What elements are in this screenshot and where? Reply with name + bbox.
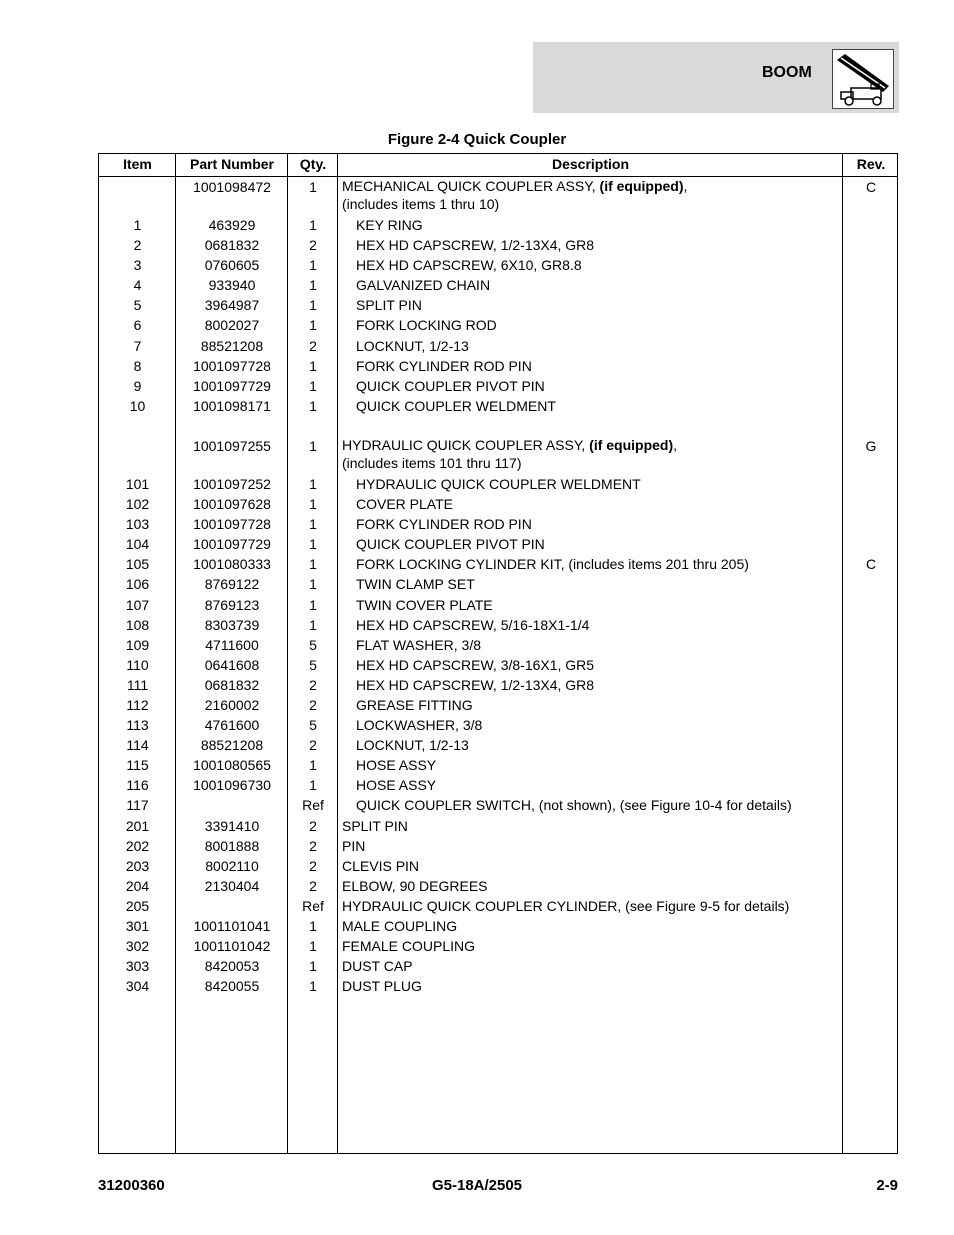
- part-number-cell: 4711600: [205, 636, 259, 653]
- figure-title: Figure 2-4 Quick Coupler: [387, 131, 567, 148]
- qty-cell: 1: [309, 536, 317, 553]
- qty-cell: 1: [309, 277, 317, 294]
- qty-cell: 1: [309, 496, 317, 513]
- item-cell: 303: [125, 958, 150, 975]
- table-row: [99, 936, 897, 956]
- table-row: [99, 574, 897, 594]
- boom-lift-icon: [832, 49, 894, 109]
- item-cell: 115: [126, 757, 149, 774]
- qty-cell: 2: [309, 817, 317, 834]
- description-cell: FLAT WASHER, 3/8: [356, 636, 481, 653]
- table-row: [99, 436, 897, 474]
- item-cell: 105: [125, 556, 150, 573]
- rev-cell: G: [865, 437, 877, 454]
- table-row: [99, 956, 897, 976]
- qty-cell: 5: [309, 717, 317, 734]
- description-cell: COVER PLATE: [356, 496, 453, 513]
- table-row: [99, 755, 897, 775]
- description-cell: CLEVIS PIN: [342, 857, 420, 874]
- qty-cell: 1: [309, 958, 317, 975]
- description-cell: MALE COUPLING: [342, 918, 458, 934]
- item-cell: 106: [125, 576, 150, 593]
- qty-cell: 1: [309, 397, 317, 414]
- qty-cell: 1: [309, 516, 317, 533]
- description-cell: GALVANIZED CHAIN: [356, 277, 491, 294]
- table-row: [99, 635, 897, 655]
- table-row: [99, 896, 897, 916]
- part-number-cell: 1001097729: [193, 536, 271, 553]
- part-number-cell: 8002110: [205, 857, 259, 874]
- qty-cell: 5: [309, 636, 317, 653]
- part-number-cell: 1001101041: [193, 918, 271, 934]
- item-cell: 104: [125, 536, 150, 553]
- part-number-cell: 3964987: [204, 297, 260, 314]
- part-number-cell: 933940: [208, 277, 256, 294]
- item-cell: 6: [133, 317, 142, 334]
- description-cell: [342, 177, 842, 213]
- description-cell: LOCKNUT, 1/2-13: [356, 337, 469, 354]
- part-number-cell: 3391410: [204, 817, 260, 834]
- table-row: [99, 376, 897, 396]
- table-row: [99, 315, 897, 335]
- footer-document-number: 31200360: [98, 1177, 165, 1194]
- table-row: [99, 856, 897, 876]
- table-row: [99, 474, 897, 494]
- table-row: [99, 976, 897, 996]
- item-cell: 117: [126, 797, 149, 814]
- description-cell: HEX HD CAPSCREW, 6X10, GR8.8: [356, 257, 582, 274]
- description-cell: HOSE ASSY: [356, 777, 437, 794]
- qty-cell: 2: [309, 857, 317, 874]
- description-cell: HYDRAULIC QUICK COUPLER WELDMENT: [356, 475, 641, 492]
- part-number-cell: 1001097728: [193, 516, 271, 533]
- item-cell: 5: [133, 297, 142, 314]
- qty-cell: 1: [309, 616, 317, 633]
- description-cell: HEX HD CAPSCREW, 3/8-16X1, GR5: [356, 656, 595, 673]
- part-number-cell: 1001098171: [193, 397, 271, 414]
- table-row: [99, 356, 897, 376]
- rev-cell: C: [865, 179, 877, 195]
- table-row: [99, 255, 897, 275]
- qty-cell: 2: [309, 337, 317, 354]
- qty-cell: 2: [309, 837, 317, 854]
- table-row: [99, 836, 897, 856]
- description-includes-note: (includes items 1 thru 10): [342, 196, 500, 212]
- part-number-cell: 1001080333: [193, 556, 271, 573]
- qty-cell: 1: [309, 297, 317, 314]
- table-row: [99, 396, 897, 416]
- description-cell: ELBOW, 90 DEGREES: [342, 877, 488, 894]
- description-cell: FORK LOCKING ROD: [356, 317, 497, 334]
- description-cell: GREASE FITTING: [356, 696, 473, 713]
- column-header-description: Description: [551, 156, 629, 172]
- description-cell: FEMALE COUPLING: [342, 938, 476, 955]
- item-cell: 101: [125, 475, 150, 492]
- description-cell: KEY RING: [356, 217, 423, 233]
- column-header-qty: Qty.: [299, 156, 327, 172]
- description-cell: HYDRAULIC QUICK COUPLER CYLINDER, (see Figure 9-5 for details): [342, 897, 790, 914]
- qty-cell: Ref: [302, 797, 324, 814]
- description-punctuation: ,: [683, 178, 688, 194]
- part-number-cell: 1001101042: [193, 938, 271, 955]
- qty-cell: Ref: [302, 897, 324, 914]
- part-number-cell: 8769123: [204, 596, 260, 613]
- part-number-cell: 1001097628: [193, 496, 271, 513]
- qty-cell: 1: [309, 777, 317, 794]
- part-number-cell: 1001097728: [193, 357, 271, 374]
- item-cell: 3: [133, 257, 142, 274]
- table-row: [99, 215, 897, 235]
- item-cell: 9: [133, 377, 142, 394]
- description-cell: DUST PLUG: [342, 978, 422, 995]
- table-row: [99, 695, 897, 715]
- qty-cell: 2: [309, 676, 317, 693]
- description-cell: QUICK COUPLER SWITCH, (not shown), (see Figure 10-4 for details): [356, 797, 792, 814]
- qty-cell: 5: [309, 656, 317, 673]
- part-number-cell: 1001097252: [193, 475, 271, 492]
- part-number-cell: 463929: [208, 217, 256, 233]
- qty-cell: 1: [309, 556, 317, 573]
- description-cell: LOCKWASHER, 3/8: [356, 717, 483, 734]
- qty-cell: 2: [309, 237, 317, 254]
- qty-cell: 1: [309, 757, 317, 774]
- part-number-cell: 0641608: [204, 656, 260, 673]
- footer-page-number: 2-9: [876, 1177, 898, 1194]
- if-equipped-note: (if equipped): [599, 178, 684, 194]
- column-header-part-number: Part Number: [189, 156, 275, 172]
- qty-cell: 1: [309, 475, 317, 492]
- table-row: [99, 275, 897, 295]
- section-title: BOOM: [762, 64, 812, 81]
- table-body: [99, 177, 897, 996]
- column-header-rev: Rev.: [856, 156, 886, 172]
- description-cell: QUICK COUPLER PIVOT PIN: [356, 377, 545, 394]
- part-number-cell: 1001097255: [193, 437, 271, 454]
- table-row: [99, 675, 897, 695]
- rev-cell: C: [865, 556, 877, 573]
- qty-cell: 2: [309, 737, 317, 754]
- table-row: [99, 735, 897, 755]
- description-cell: HOSE ASSY: [356, 757, 437, 774]
- item-cell: 205: [125, 897, 150, 914]
- part-number-cell: 2130404: [204, 877, 260, 894]
- item-cell: 2: [133, 237, 142, 254]
- part-number-cell: 1001097729: [193, 377, 271, 394]
- part-number-cell: 8769122: [204, 576, 260, 593]
- item-cell: 10: [129, 397, 146, 414]
- part-number-cell: 8002027: [204, 317, 260, 334]
- item-cell: 201: [125, 817, 150, 834]
- item-cell: 8: [133, 357, 142, 374]
- description-line: [342, 436, 842, 455]
- part-number-cell: 8001888: [204, 837, 260, 854]
- qty-cell: 1: [309, 938, 317, 955]
- description-cell: FORK CYLINDER ROD PIN: [356, 357, 532, 374]
- item-cell: 4: [133, 277, 142, 294]
- qty-cell: 1: [309, 257, 317, 274]
- table-row: [99, 295, 897, 315]
- description-cell: QUICK COUPLER WELDMENT: [356, 397, 556, 414]
- item-cell: 7: [133, 337, 142, 354]
- description-cell: HEX HD CAPSCREW, 1/2-13X4, GR8: [356, 676, 595, 693]
- table-row: [99, 595, 897, 615]
- part-number-cell: 4761600: [204, 717, 260, 734]
- part-number-cell: 88521208: [200, 737, 264, 754]
- description-cell: FORK LOCKING CYLINDER KIT, (includes items 201 thru 205): [356, 556, 749, 573]
- table-row: [99, 876, 897, 896]
- table-row: [99, 916, 897, 936]
- description-cell: [342, 436, 842, 472]
- description-cell: QUICK COUPLER PIVOT PIN: [356, 536, 545, 553]
- table-spacer-row: [99, 416, 897, 436]
- description-cell: PIN: [342, 837, 366, 854]
- qty-cell: 1: [309, 437, 317, 454]
- item-cell: 111: [126, 676, 149, 693]
- item-cell: 116: [126, 777, 149, 794]
- table-row: [99, 336, 897, 356]
- table-row: [99, 775, 897, 795]
- part-number-cell: 1001098472: [193, 179, 271, 195]
- footer-model: G5-18A/2505: [431, 1177, 523, 1194]
- description-cell: SPLIT PIN: [356, 297, 422, 314]
- qty-cell: 1: [309, 217, 317, 233]
- description-cell: HEX HD CAPSCREW, 5/16-18X1-1/4: [356, 616, 590, 633]
- description-includes-note: (includes items 101 thru 117): [342, 454, 522, 471]
- table-row: [99, 235, 897, 255]
- qty-cell: 2: [309, 696, 317, 713]
- qty-cell: 1: [309, 978, 317, 995]
- table-row: [99, 655, 897, 675]
- parts-table: [98, 153, 898, 1154]
- part-number-cell: 0760605: [204, 257, 260, 274]
- part-number-cell: 1001080565: [193, 757, 271, 774]
- table-row: [99, 534, 897, 554]
- item-cell: 302: [125, 938, 150, 955]
- item-cell: 109: [125, 636, 150, 653]
- item-cell: 110: [126, 656, 149, 673]
- description-cell: TWIN CLAMP SET: [356, 576, 475, 593]
- table-row: [99, 514, 897, 534]
- description-cell: LOCKNUT, 1/2-13: [356, 737, 469, 754]
- table-row: [99, 554, 897, 574]
- part-number-cell: 8420055: [204, 978, 260, 995]
- item-cell: 108: [125, 616, 150, 633]
- description-punctuation: ,: [673, 436, 678, 453]
- description-cell: SPLIT PIN: [342, 817, 408, 834]
- qty-cell: 1: [309, 317, 317, 334]
- table-row: [99, 494, 897, 514]
- item-cell: 1: [133, 217, 142, 233]
- description-cell: HEX HD CAPSCREW, 1/2-13X4, GR8: [356, 237, 595, 254]
- part-number-cell: 2160002: [204, 696, 260, 713]
- table-row: [99, 816, 897, 836]
- item-cell: 103: [125, 516, 150, 533]
- description-cell: TWIN COVER PLATE: [356, 596, 493, 613]
- description-text: MECHANICAL QUICK COUPLER ASSY,: [342, 178, 600, 194]
- description-text: HYDRAULIC QUICK COUPLER ASSY,: [342, 436, 590, 453]
- description-cell: FORK CYLINDER ROD PIN: [356, 516, 532, 533]
- item-cell: 204: [125, 877, 150, 894]
- table-row: [99, 715, 897, 735]
- item-cell: 203: [125, 857, 150, 874]
- item-cell: 202: [125, 837, 150, 854]
- item-cell: 112: [126, 696, 149, 713]
- qty-cell: 2: [309, 877, 317, 894]
- qty-cell: 1: [309, 596, 317, 613]
- description-cell: DUST CAP: [342, 958, 413, 975]
- part-number-cell: 0681832: [204, 676, 260, 693]
- part-number-cell: 8303739: [204, 616, 260, 633]
- table-row: [99, 177, 897, 215]
- qty-cell: 1: [309, 377, 317, 394]
- item-cell: 114: [126, 737, 149, 754]
- part-number-cell: 0681832: [204, 237, 260, 254]
- qty-cell: 1: [309, 918, 317, 934]
- table-row: [99, 615, 897, 635]
- part-number-cell: 8420053: [204, 958, 260, 975]
- part-number-cell: 1001096730: [193, 777, 271, 794]
- item-cell: 304: [125, 978, 150, 995]
- part-number-cell: 88521208: [200, 337, 264, 354]
- item-cell: 301: [125, 918, 150, 934]
- qty-cell: 1: [309, 576, 317, 593]
- item-cell: 107: [125, 596, 150, 613]
- column-header-item: Item: [123, 156, 152, 172]
- if-equipped-note: (if equipped): [589, 436, 674, 453]
- item-cell: 102: [125, 496, 150, 513]
- qty-cell: 1: [309, 357, 317, 374]
- description-line: [342, 177, 842, 196]
- qty-cell: 1: [309, 179, 317, 195]
- item-cell: 113: [126, 717, 149, 734]
- table-row: [99, 795, 897, 815]
